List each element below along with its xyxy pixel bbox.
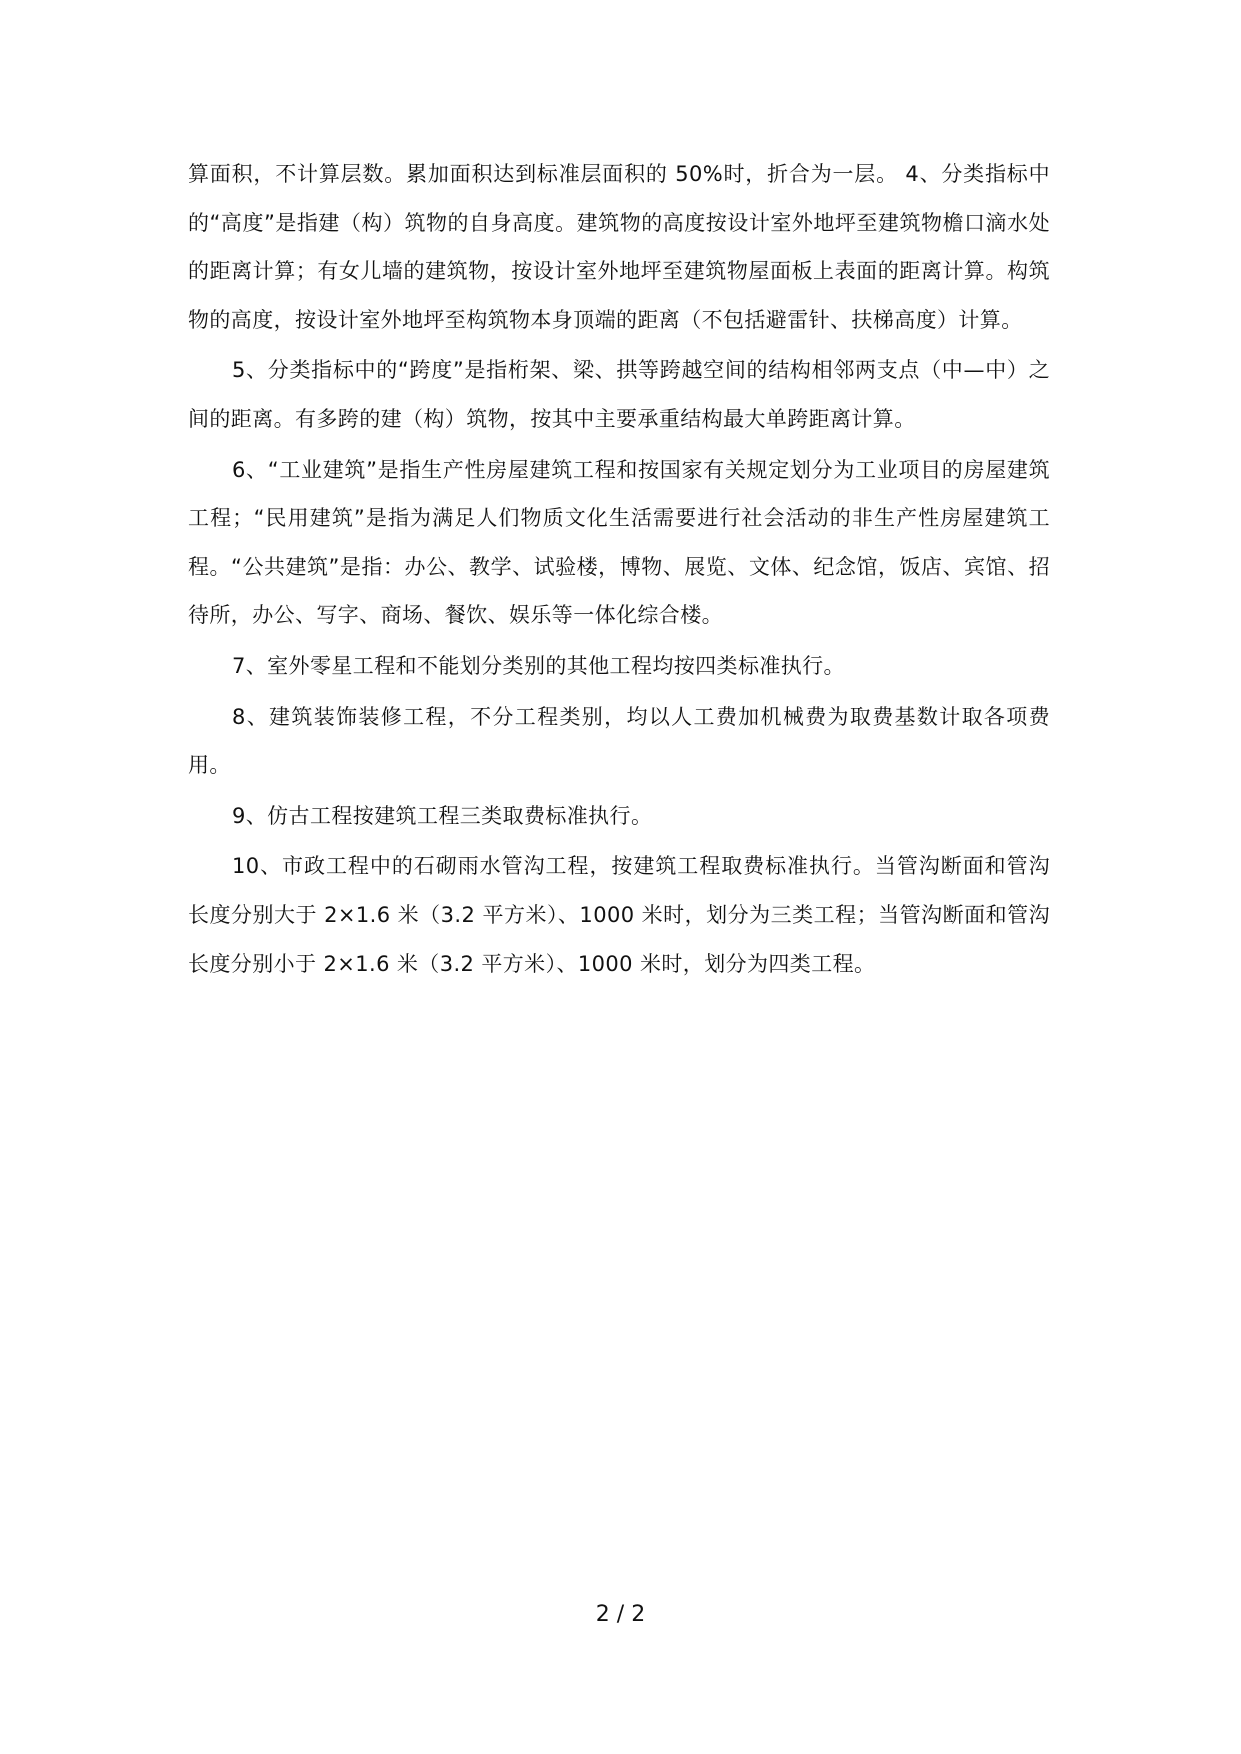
- paragraph-4: 7、室外零星工程和不能划分类别的其他工程均按四类标准执行。: [232, 653, 845, 678]
- paragraph-1: 算面积，不计算层数。累加面积达到标准层面积的 50%时，折合为一层。 4、分类指标中的“高度”是指建（构）筑物的自身高度。建筑物的高度按设计室外地坪至建筑物檐口滴水处的距离计算；有女儿墙的建筑物，按设计室外地坪至建筑物屋面板上表面的距离计算。构筑物的高度，按设计室外地坪至构筑物本身顶端的距离（不包括避雷针、扶梯高度）计算。: [188, 162, 1050, 332]
- document-body: [188, 150, 1050, 990]
- paragraph-3: 6、“工业建筑”是指生产性房屋建筑工程和按国家有关规定划分为工业项目的房屋建筑工程；“民用建筑”是指为满足人们物质文化生活需要进行社会活动的非生产性房屋建筑工程。“公共建筑”是指：办公、教学、试验楼，博物、展览、文体、纪念馆，饭店、宾馆、招待所，办公、写字、商场、餐饮、娱乐等一体化综合楼。: [188, 457, 1050, 628]
- paragraph-5: 8、建筑装饰装修工程，不分工程类别，均以人工费加机械费为取费基数计取各项费用。: [188, 704, 1050, 778]
- paragraph-7: 10、市政工程中的石砌雨水管沟工程，按建筑工程取费标准执行。当管沟断面和管沟长度分别大于 2×1.6 米（3.2 平方米）、1000 米时，划分为三类工程；当管沟断面和管沟长度分别小于 2×1.6 米（3.2 平方米）、1000 米时，划分为四类工程。: [188, 854, 1050, 976]
- paragraph-6: 9、仿古工程按建筑工程三类取费标准执行。: [232, 803, 653, 828]
- page-number: 2 / 2: [595, 1602, 646, 1627]
- paragraph-2: 5、分类指标中的“跨度”是指桁架、梁、拱等跨越空间的结构相邻两支点（中—中）之间的距离。有多跨的建（构）筑物，按其中主要承重结构最大单跨距离计算。: [188, 358, 1050, 431]
